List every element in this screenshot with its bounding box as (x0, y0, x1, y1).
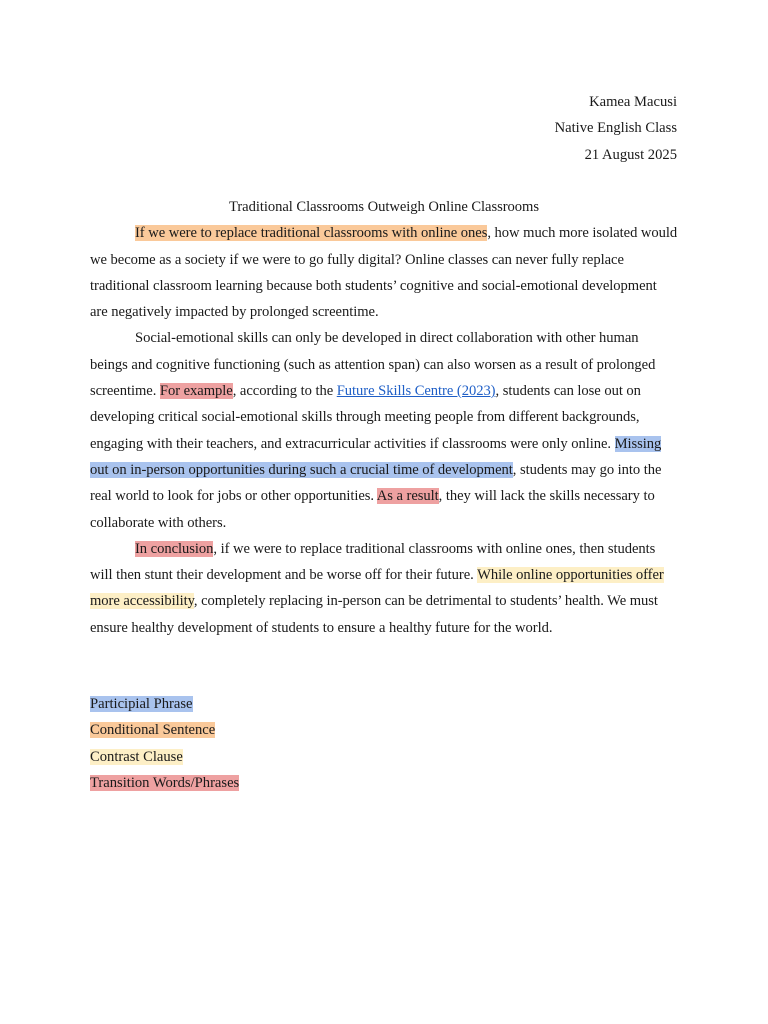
paragraph-1-text: , how much more isolated would we become as a society if we were to go fully digital? Online classes can never fully replace traditional classroom learning because both students’ cognitive and social-emotional development are negatively impacted by prolonged screentime. (90, 225, 678, 321)
paragraph-3-text-1: , if we were to replace traditional classrooms with online ones, then students will then stunt their development and be worse off for their future. (90, 540, 656, 584)
paragraph-3-text-2: , completely replacing in-person can be detrimental to students’ health. We must ensure healthy development of students to ensure a healthy future for the world. (90, 593, 658, 636)
document-date: 21 August 2025 (584, 146, 677, 163)
transition-highlight-2: As a result (376, 488, 439, 505)
paragraph-3 (90, 536, 678, 641)
conditional-highlight: If we were to replace traditional classrooms with online ones (135, 225, 488, 242)
paragraph-2 (90, 325, 678, 535)
paragraph-2-text-1: Social-emotional skills can only be developed in direct collaboration with other human beings and cognitive functioning (such as attention span) can also worsen as a result of prolonged screentime. (90, 330, 656, 400)
highlight-legend (90, 691, 239, 796)
paragraph-2-text-5: , they will lack the skills necessary to collaborate with others. (90, 488, 655, 531)
paragraph-1 (90, 220, 678, 325)
participial-highlight: Missing out on in-person opportunities during such a crucial time of development (90, 435, 662, 478)
legend-participial: Participial Phrase (90, 696, 193, 712)
transition-highlight-3: In conclusion (135, 540, 214, 557)
essay-body (90, 194, 678, 641)
class-name: Native English Class (554, 120, 677, 137)
contrast-highlight: While online opportunities offer more accessibility (90, 567, 664, 610)
legend-conditional: Conditional Sentence (90, 722, 216, 739)
legend-transition: Transition Words/Phrases (90, 774, 240, 791)
transition-highlight-1: For example (159, 383, 233, 400)
paragraph-2-text-2: , according to the (232, 383, 337, 400)
future-skills-link[interactable]: Future Skills Centre (2023) (336, 383, 496, 400)
document-header (555, 89, 677, 168)
author-name: Kamea Macusi (589, 94, 677, 110)
paragraph-2-text-4: , students may go into the real world to look for jobs or other opportunities. (90, 461, 662, 505)
legend-contrast: Contrast Clause (90, 748, 183, 765)
paragraph-2-text-3: , students can lose out on developing critical social-emotional skills through meeting people from different backgrounds, engaging with their teachers, and extracurricular activities if classrooms were only online. (90, 383, 641, 452)
essay-title: Traditional Classrooms Outweigh Online Classrooms (229, 199, 539, 215)
